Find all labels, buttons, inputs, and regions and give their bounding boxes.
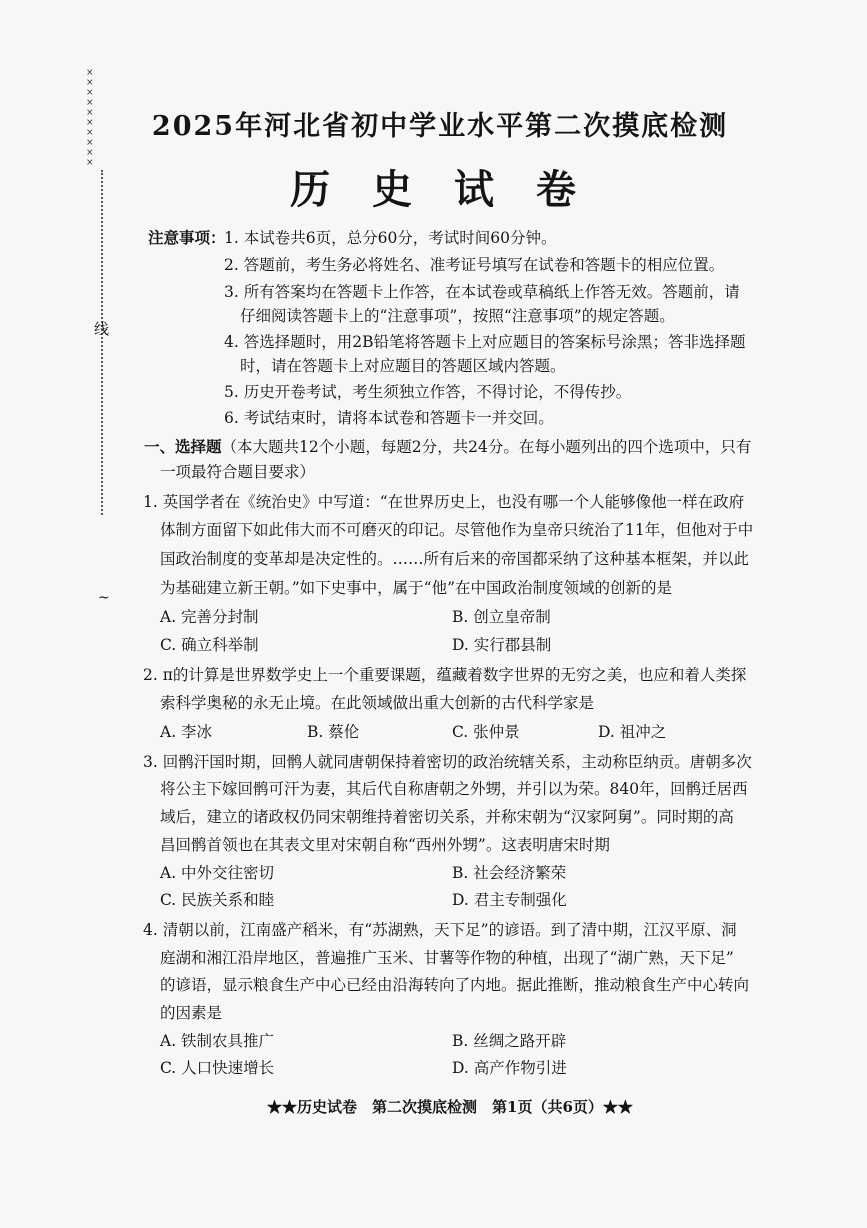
question-2-option-b: B. 蔡伦 [307, 723, 360, 741]
binding-line-label: 线 [94, 320, 110, 338]
question-4-text: 4. 清朝以前，江南盛产稻米，有“苏湖熟，天下足”的谚语。到了清中期，江汉平原、洞 [143, 921, 737, 939]
question-2-option-c: C. 张仲景 [452, 723, 520, 741]
question-1-option-a: A. 完善分封制 [160, 608, 259, 626]
question-2-text: 索科学奥秘的永无止境。在此领域做出重大创新的古代科学家是 [160, 694, 595, 712]
question-4-option-b: B. 丝绸之路开辟 [452, 1032, 567, 1050]
question-3-option-b: B. 社会经济繁荣 [452, 864, 567, 882]
question-3-option-c: C. 民族关系和睦 [160, 891, 275, 909]
question-2-option-d: D. 祖冲之 [598, 723, 667, 741]
section-heading [144, 434, 752, 460]
question-3-text: 域后，建立的诸政权仍同宋朝维持着密切关系，并称宋朝为“汉家阿舅”。同时期的高 [160, 808, 734, 826]
question-4-option-d: D. 高产作物引进 [452, 1059, 567, 1077]
question-3-option-a: A. 中外交往密切 [160, 864, 275, 882]
question-4-text: 的因素是 [160, 1004, 223, 1022]
section-description-continued: 一项最符合题目要求） [160, 463, 316, 481]
binding-dotted-line [101, 170, 103, 515]
question-2-option-a: A. 李冰 [160, 723, 213, 741]
notice-item: 4. 答选择题时，用2B铅笔将答题卡上对应题目的答案标号涂黑；答非选择题 [224, 333, 746, 351]
question-3-text: 昌回鹘首领也在其表文里对宋朝自称“西州外甥”。这表明唐宋时期 [160, 836, 610, 854]
margin-x-marks: × × × × × × × × × × [86, 68, 94, 168]
exam-title: 2025年河北省初中学业水平第二次摸底检测 [151, 111, 729, 142]
margin-mark: ~ [98, 590, 110, 606]
question-1-option-d: D. 实行郡县制 [452, 636, 552, 654]
section-label: 一、选择题 [144, 437, 222, 456]
question-4-option-a: A. 铁制农具推广 [160, 1032, 275, 1050]
question-1-option-b: B. 创立皇帝制 [452, 608, 551, 626]
question-3-option-d: D. 君主专制强化 [452, 891, 567, 909]
section-description: （本大题共12个小题，每题2分，共24分。在每小题列出的四个选项中，只有 [221, 438, 752, 456]
page-footer: ★★历史试卷 第二次摸底检测 第1页（共6页）★★ [267, 1098, 633, 1116]
notice-item: 2. 答题前，考生务必将姓名、准考证号填写在试卷和答题卡的相应位置。 [224, 256, 725, 274]
notice-item-continued: 仔细阅读答题卡上的“注意事项”，按照“注意事项”的规定答题。 [240, 307, 675, 325]
notice-item-continued: 时，请在答题卡上对应题目的答题区域内答题。 [240, 357, 566, 375]
question-1-option-c: C. 确立科举制 [160, 636, 259, 654]
question-1-text: 国政治制度的变革却是决定性的。……所有后来的帝国都采纳了这种基本框架，并以此 [160, 550, 750, 568]
notice-label: 注意事项： [148, 228, 226, 247]
question-4-option-c: C. 人口快速增长 [160, 1059, 275, 1077]
notice-item: 1. 本试卷共6页，总分60分，考试时间60分钟。 [224, 229, 557, 247]
question-1-text: 体制方面留下如此伟大而不可磨灭的印记。尽管他作为皇帝只统治了11年，但他对于中 [160, 521, 754, 539]
question-1-text: 1. 英国学者在《统治史》中写道：“在世界历史上，也没有哪一个人能够像他一样在政府 [143, 493, 745, 511]
question-4-text: 的谚语，显示粮食生产中心已经由沿海转向了内地。据此推断，推动粮食生产中心转向 [160, 976, 750, 994]
question-2-text: 2. π的计算是世界数学史上一个重要课题，蕴藏着数字世界的无穷之美，也应和着人类探 [143, 666, 747, 684]
notice-item: 3. 所有答案均在答题卡上作答，在本试卷或草稿纸上作答无效。答题前，请 [224, 283, 740, 301]
notice-item: 6. 考试结束时，请将本试卷和答题卡一并交回。 [224, 409, 554, 427]
question-1-text: 为基础建立新王朝。”如下史事中，属于“他”在中国政治制度领域的创新的是 [160, 579, 673, 597]
notice-item: 5. 历史开卷考试，考生须独立作答，不得讨论，不得传抄。 [224, 383, 632, 401]
question-4-text: 庭湖和湘江沿岸地区，普遍推广玉米、甘薯等作物的种植，出现了“湖广熟，天下足” [160, 949, 734, 967]
exam-subject: 历 史 试 卷 [290, 166, 590, 213]
question-3-text: 3. 回鹘汗国时期，回鹘人就同唐朝保持着密切的政治统辖关系，主动称臣纳贡。唐朝多次 [143, 753, 752, 771]
question-3-text: 将公主下嫁回鹘可汗为妻，其后代自称唐朝之外甥，并引以为荣。840年，回鹘迁居西 [160, 780, 748, 798]
